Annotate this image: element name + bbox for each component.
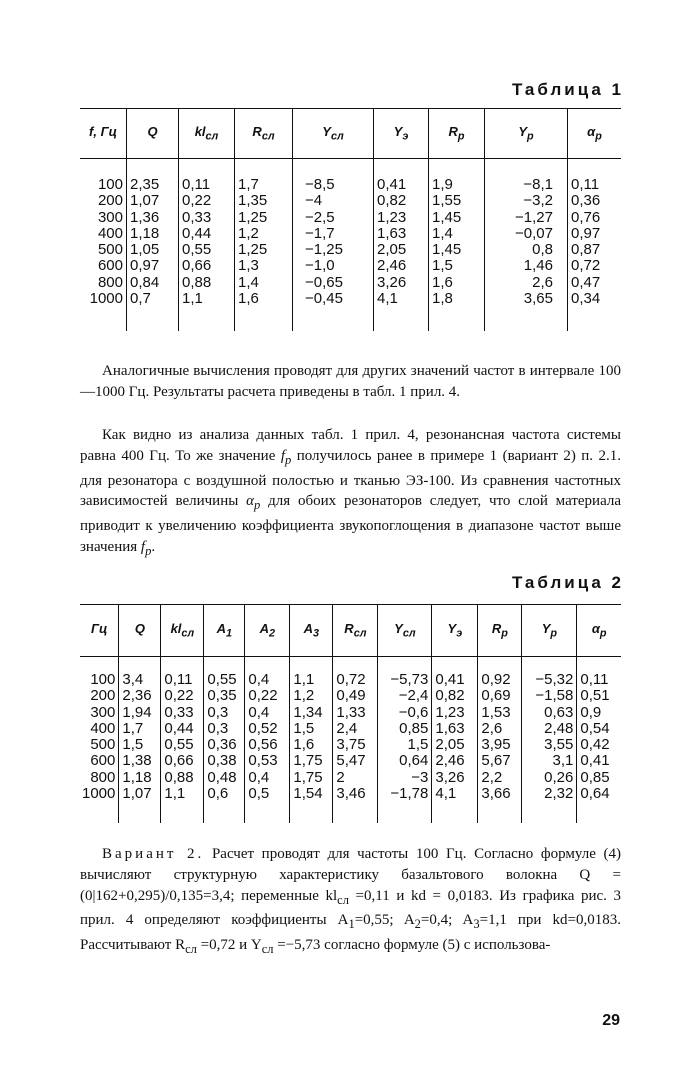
table1-column [568,159,622,331]
table2-cell: 1,23 [435,703,465,721]
alpha-symbol: $\alpha_р$ [246,493,261,513]
paragraph-analysis-part: для обоих резонаторов следует, что слой материала приводит к увеличению коэффициента звукопоглощения в диапазоне частот выше значения [80,493,622,555]
table2-column [119,657,161,823]
table1-cell: 1,2 [238,224,259,242]
table2-cell: 0,11 [164,671,193,688]
table2 [80,604,621,823]
table2-cell: 0,48 [207,768,237,786]
table1-cell: 4,1 [377,290,398,308]
table2-cell: 3,1 [552,752,574,770]
table1-cell: 1,4 [432,224,453,242]
table2-cell: 0,22 [164,687,194,705]
table1-cell: −3,2 [523,192,553,210]
table1-header: $Y_{сл}$ [293,109,374,159]
table2-cell: −5,73 [390,671,429,688]
table2-column [522,657,577,823]
table2-cell: 3,55 [544,736,574,754]
table2-cell: 5,47 [336,752,366,770]
variant-label: Вариант 2. [102,846,205,862]
table2-cell: 0,88 [164,768,194,786]
table2-cell: 1,38 [122,752,152,770]
table1-cell: 1,3 [238,257,259,275]
table1-cell: −1,7 [305,224,335,242]
paragraph-variant-part: =0,4; A [420,912,474,929]
table1-cell: 0,84 [130,273,160,291]
table2-cell: 0,4 [248,768,270,786]
table1-cell: −2,5 [305,208,335,226]
table2-header: $\alpha_р$ [577,605,621,657]
table1-header: $R_р$ [429,109,485,159]
table2-cell: 4,1 [435,785,457,803]
table1-column [127,159,179,331]
table1-column [235,159,293,331]
table1-header: $Y_р$ [485,109,568,159]
table1-cell: 0,7 [130,290,151,308]
table1-header: f, Гц [80,109,127,159]
table1-cell: 1,35 [238,192,268,210]
table2-header: $Y_{сл}$ [378,605,432,657]
table1-cell: 0,11 [571,176,600,193]
table1-cell: 1,63 [377,224,407,242]
paragraph-variant-part: =−5,73 согласно формуле (5) с использова- [273,937,551,954]
table1-cell: 2,6 [532,273,553,291]
table1-cell: −1,25 [305,241,343,259]
table2-cell: 1,34 [293,703,323,721]
table2-cell: 0,64 [580,785,610,803]
table1-cell: 2,35 [130,176,160,193]
table1 [80,108,621,331]
table2-header: $kl_{сл}$ [161,605,204,657]
table1-column [485,159,568,331]
table2-column [245,657,290,823]
table2-cell: 2,46 [435,752,465,770]
table1-cell: 3,26 [377,273,407,291]
table1-body-row [80,159,621,331]
table2-cell: 0,35 [207,687,237,705]
table1-cell: 1,36 [130,208,160,226]
table1-cell: 0,22 [182,192,212,210]
table2-cell: 0,41 [580,752,610,770]
paragraph-variant-part: =1,1 при kd=0,0183. Рассчитывают R [80,912,621,954]
table2-body-row [80,657,621,823]
table2-cell: 1,5 [293,719,315,737]
table1-cell: 0,34 [571,290,601,308]
table2-cell: 1,7 [122,719,144,737]
table2-cell: 0,51 [580,687,610,705]
table2-cell: 3,75 [336,736,366,754]
table2-column [80,657,119,823]
table1-cell: 0,97 [571,224,601,242]
table2-header: $A_2$ [245,605,290,657]
table1-cell: −0,07 [515,224,553,242]
table1-cell: 200 [97,192,123,210]
table1-cell: 600 [97,257,123,275]
table1-cell: −1,0 [305,257,335,275]
table1-cell: 1,45 [432,208,462,226]
paragraph-variant-part: =0,11 и kd = 0,0183. Из графика рис. 3 прил. 4 определяют коэффициенты A [80,887,621,929]
paragraph-variant-part: Расчет проводят для частоты 100 Гц. Согласно формуле (4) вычисляют структурную характеристику базальтового волокна Q = (0|162+0,295)/0,135=3,4; переменные kl [80,846,622,904]
table1-column [374,159,429,331]
table2-cell: 0,53 [248,752,278,770]
table1-cell: 1,46 [523,257,553,275]
table1-cell: 2,05 [377,241,407,259]
table2-cell: 0,72 [336,671,366,688]
table1-column [179,159,235,331]
table2-cell: 3,46 [336,785,366,803]
table1-header: Q [127,109,179,159]
table2-cell: 0,56 [248,736,278,754]
table2-cell: −1,78 [390,785,429,803]
table2-cell: 0,3 [207,719,229,737]
table1-cell: 0,33 [182,208,212,226]
table2-cell: 1,63 [435,719,465,737]
table2-cell: 0,64 [399,752,429,770]
table2-cell: 2 [336,768,345,786]
table1-cell: 0,88 [182,273,212,291]
table1-cell: 1,25 [238,208,268,226]
table2-cell: 2,4 [336,719,358,737]
table2-cell: 2,36 [122,687,152,705]
table2-cell: 0,85 [580,768,610,786]
table1-header-row [80,109,621,159]
table2-cell: 0,11 [580,671,609,688]
table2-header: $R_{сл}$ [333,605,378,657]
table1-cell: 800 [97,273,123,291]
table2-cell: 1,18 [122,768,152,786]
table2-cell: 1,75 [293,768,323,786]
table1-cell: 1,07 [130,192,160,210]
table1-column [80,159,127,331]
table1-cell: 1,55 [432,192,462,210]
table2-cell: 3,95 [481,736,511,754]
table1-cell: 1,18 [130,224,160,242]
table1-cell: 0,47 [571,273,601,291]
table1-cell: 1,05 [130,241,160,259]
table2-column [378,657,432,823]
table2-caption: Таблица 2 [511,573,624,592]
table1-cell: 1,25 [238,241,268,259]
table2-cell: 1,5 [122,736,144,754]
table2-cell: 0,42 [580,736,610,754]
paragraph-variant: Вариант 2. Расчет проводят для частоты 100 Гц. Согласно формуле (4) вычисляют структурную характеристику базальтового волокна Q = (0|162+0,295)/0,135=3,4; переменные $kl_{сл} =0,11$ и kd = 0,0183. Из графика рис. 3 прил. 4 определяют коэффициенты $A_1=0,55$; $A_2=0,4$; $A_3=1,1$ при kd=0,0183. Рассчитывают $R_{сл} =0,72$ и $Y_{сл} =-5,73$ согласно формуле (5) с использова- [80,846,622,957]
table2-cell: 1,75 [293,752,323,770]
table2-cell: 0,6 [207,785,229,803]
table1-cell: 0,44 [182,224,212,242]
table2-cell: 0,33 [164,703,194,721]
page-number: 29 [602,1012,620,1029]
table2-cell: 2,48 [544,719,574,737]
table2-cell: 1,94 [122,703,152,721]
table2-cell: 2,05 [435,736,465,754]
table2-cell: 0,63 [544,703,574,721]
frequency-symbol: $f_р$ [140,538,152,558]
table2-cell: −2,4 [398,687,429,705]
table2-cell: 1,5 [407,736,429,754]
table1-cell: −1,27 [515,208,553,226]
table2-cell: 2,6 [481,719,503,737]
table2-cell: 5,67 [481,752,511,770]
table2-header: $Y_р$ [522,605,577,657]
frequency-symbol: $f_р$ [280,447,292,467]
table1-cell: 1,1 [182,290,203,308]
table2-cell: 2,2 [481,768,503,786]
table2-cell: 800 [90,768,116,786]
table1-cell: 0,11 [182,176,211,193]
table1-header: $R_{сл}$ [235,109,293,159]
paragraph-variant-part: =0,55; A [354,912,415,929]
table2-header: $R_р$ [478,605,522,657]
table2-cell: 200 [90,687,116,705]
table2-cell: 0,41 [435,671,465,688]
table1-cell: 1,7 [238,176,259,193]
table2-cell: 0,5 [248,785,270,803]
table2-cell: 0,4 [248,703,270,721]
table1-cell: 1,23 [377,208,407,226]
table1-cell: 500 [97,241,123,259]
table2-cell: 0,36 [207,736,237,754]
table2-column [478,657,522,823]
table2-cell: 0,92 [481,671,511,688]
table2-cell: 1000 [82,785,116,803]
table1-cell: −0,65 [305,273,343,291]
table2-cell: 100 [90,671,116,688]
table2-cell: 0,66 [164,752,194,770]
table2-cell: 0,55 [207,671,237,688]
table2-cell: −1,58 [535,687,574,705]
table1-cell: 1,6 [238,290,259,308]
table2-column [161,657,204,823]
table1-cell: 1,9 [432,176,453,193]
table1-cell: 2,46 [377,257,407,275]
table1-cell: −0,45 [305,290,343,308]
table2-header: Q [119,605,161,657]
table1-column [293,159,374,331]
table1-column [429,159,485,331]
table1-cell: 3,65 [523,290,553,308]
table2-cell: 0,69 [481,687,511,705]
table1-cell: 0,72 [571,257,601,275]
table2-cell: 500 [90,736,116,754]
table1-cell: 300 [97,208,123,226]
table2-cell: 0,44 [164,719,194,737]
paragraph-analysis-part: Как видно из анализа данных табл. 1 прил. 4, резонансная частота системы равна 400 Гц. То же значение [80,427,621,464]
table2-column [432,657,478,823]
table2-cell: 1,1 [293,671,315,688]
table2-cell: 0,52 [248,719,278,737]
table1-cell: −8,5 [305,176,335,193]
table1-cell: 0,87 [571,241,601,259]
table1-header: $Y_э$ [374,109,429,159]
paragraph-analysis: Как видно из анализа данных табл. 1 прил. 4, резонансная частота системы равна 400 Гц. То же значение $f_р$ получилось ранее в примере 1 (вариант 2) п. 2.1. для резонатора с воздушной полостью и тканью ЭЗ-100. Из сравнения частотных зависимостей величины $\alpha_р$ для обоих резонаторов следует, что слой материала приводит к увеличению коэффициента звукопоглощения в диапазоне частот выше значения $f_р$. [80,427,622,558]
table2-header: $A_3$ [290,605,333,657]
table1-cell: 0,97 [130,257,160,275]
table2-cell: 1,54 [293,785,323,803]
table2-cell: −3 [411,768,429,786]
table2-cell: 0,55 [164,736,194,754]
paragraph-variant-part: =0,72 и Y [196,937,262,954]
table2-cell: 0,38 [207,752,237,770]
table2-header: $A_1$ [204,605,245,657]
table2-cell: 3,66 [481,785,511,803]
table2-cell: 3,4 [122,671,144,688]
table1-cell: −4 [305,192,323,210]
table2-cell: 1,2 [293,687,315,705]
table2-cell: 0,85 [399,719,429,737]
table2-column [204,657,245,823]
paragraph-analysis-part: получилось ранее в примере 1 (вариант 2) п. 2.1. для резонатора с воздушной полостью и тканью ЭЗ-100. Из сравнения частотных зависимостей величины [80,447,622,510]
table1-cell: 400 [97,224,123,242]
table1-cell: −8,1 [523,176,553,193]
table2-cell: 0,4 [248,671,270,688]
table2-cell: 1,33 [336,703,366,721]
table2-column [333,657,378,823]
table2-cell: 3,26 [435,768,465,786]
table1-cell: 0,76 [571,208,601,226]
table2-cell: 0,82 [435,687,465,705]
table1-caption: Таблица 1 [511,80,624,99]
table2-column [577,657,621,823]
table1-cell: 1,45 [432,241,462,259]
table2-cell: 0,54 [580,719,610,737]
table1-cell: 0,55 [182,241,212,259]
table2-cell: 1,07 [122,785,152,803]
table2-cell: 0,26 [544,768,574,786]
table1-cell: 1000 [89,290,123,308]
table2-cell: −0,6 [398,703,429,721]
table1-cell: 1,5 [432,257,453,275]
table2-cell: 0,49 [336,687,366,705]
table2-cell: 400 [90,719,116,737]
table2-cell: 2,32 [544,785,574,803]
table1-header: $\alpha_р$ [568,109,622,159]
table1-cell: 100 [97,176,123,193]
table2-column [290,657,333,823]
table1-cell: 1,4 [238,273,259,291]
table2-header: Гц [80,605,119,657]
table2-cell: 0,9 [580,703,602,721]
table2-cell: −5,32 [535,671,574,688]
table1-cell: 1,8 [432,290,453,308]
paragraph-results: Аналогичные вычисления проводят для других значений частот в интервале 100—1000 Гц. Результаты расчета приведены в табл. 1 прил. 4. [80,363,621,400]
table2-cell: 1,6 [293,736,315,754]
table1-cell: 0,66 [182,257,212,275]
table1-cell: 1,6 [432,273,453,291]
table2-cell: 1,53 [481,703,511,721]
table2-cell: 0,22 [248,687,278,705]
table2-header: $Y_э$ [432,605,478,657]
table1-header: $kl_{сл}$ [179,109,235,159]
table1-cell: 0,36 [571,192,601,210]
table2-cell: 600 [90,752,116,770]
table2-cell: 1,1 [164,785,186,803]
table2-header-row [80,605,621,657]
table1-cell: 0,8 [532,241,553,259]
table1-cell: 0,82 [377,192,407,210]
table2-cell: 300 [90,703,116,721]
table2-cell: 0,3 [207,703,229,721]
table1-cell: 0,41 [377,176,407,193]
